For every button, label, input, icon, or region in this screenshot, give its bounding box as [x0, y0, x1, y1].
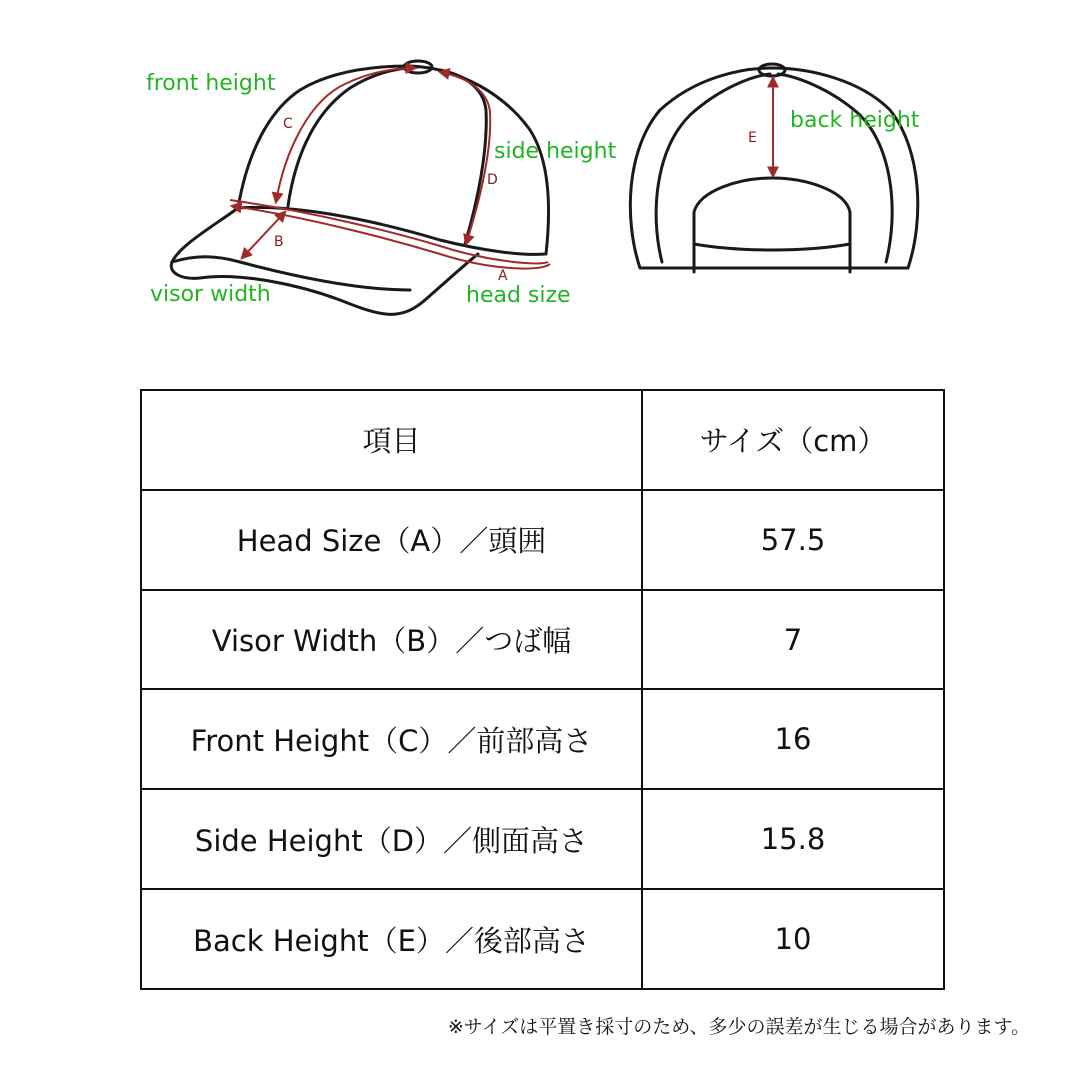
- marker-b: B: [274, 234, 284, 250]
- cap-measurement-diagram: [0, 0, 1080, 360]
- header-size: サイズ（cm）: [642, 390, 944, 490]
- marker-e: E: [748, 130, 757, 146]
- cap-back-illustration: [630, 64, 917, 272]
- row-value-back-height: 10: [642, 889, 944, 989]
- measurement-footnote: ※サイズは平置き採寸のため、多少の誤差が生じる場合があります。: [447, 1016, 1030, 1038]
- header-item: 項目: [141, 390, 642, 490]
- label-side-height: side height: [494, 139, 617, 164]
- size-table: [140, 389, 945, 990]
- row-value-front-height: 16: [642, 689, 944, 789]
- table-row: [141, 590, 944, 690]
- label-head-size: head size: [466, 283, 571, 308]
- label-front-height: front height: [146, 71, 276, 96]
- table-row: [141, 689, 944, 789]
- row-item-front-height: Front Height（C）／前部高さ: [141, 689, 642, 789]
- row-item-head-size: Head Size（A）／頭囲: [141, 490, 642, 590]
- table-row: [141, 490, 944, 590]
- label-visor-width: visor width: [150, 282, 271, 307]
- row-value-visor-width: 7: [642, 590, 944, 690]
- table-row: [141, 889, 944, 989]
- table-header-row: [141, 390, 944, 490]
- row-item-visor-width: Visor Width（B）／つば幅: [141, 590, 642, 690]
- row-value-head-size: 57.5: [642, 490, 944, 590]
- marker-d: D: [487, 172, 498, 188]
- row-item-back-height: Back Height（E）／後部高さ: [141, 889, 642, 989]
- row-value-side-height: 15.8: [642, 789, 944, 889]
- marker-a: A: [498, 268, 508, 284]
- table-row: [141, 789, 944, 889]
- marker-c: C: [283, 116, 293, 132]
- row-item-side-height: Side Height（D）／側面高さ: [141, 789, 642, 889]
- label-back-height: back height: [790, 108, 920, 133]
